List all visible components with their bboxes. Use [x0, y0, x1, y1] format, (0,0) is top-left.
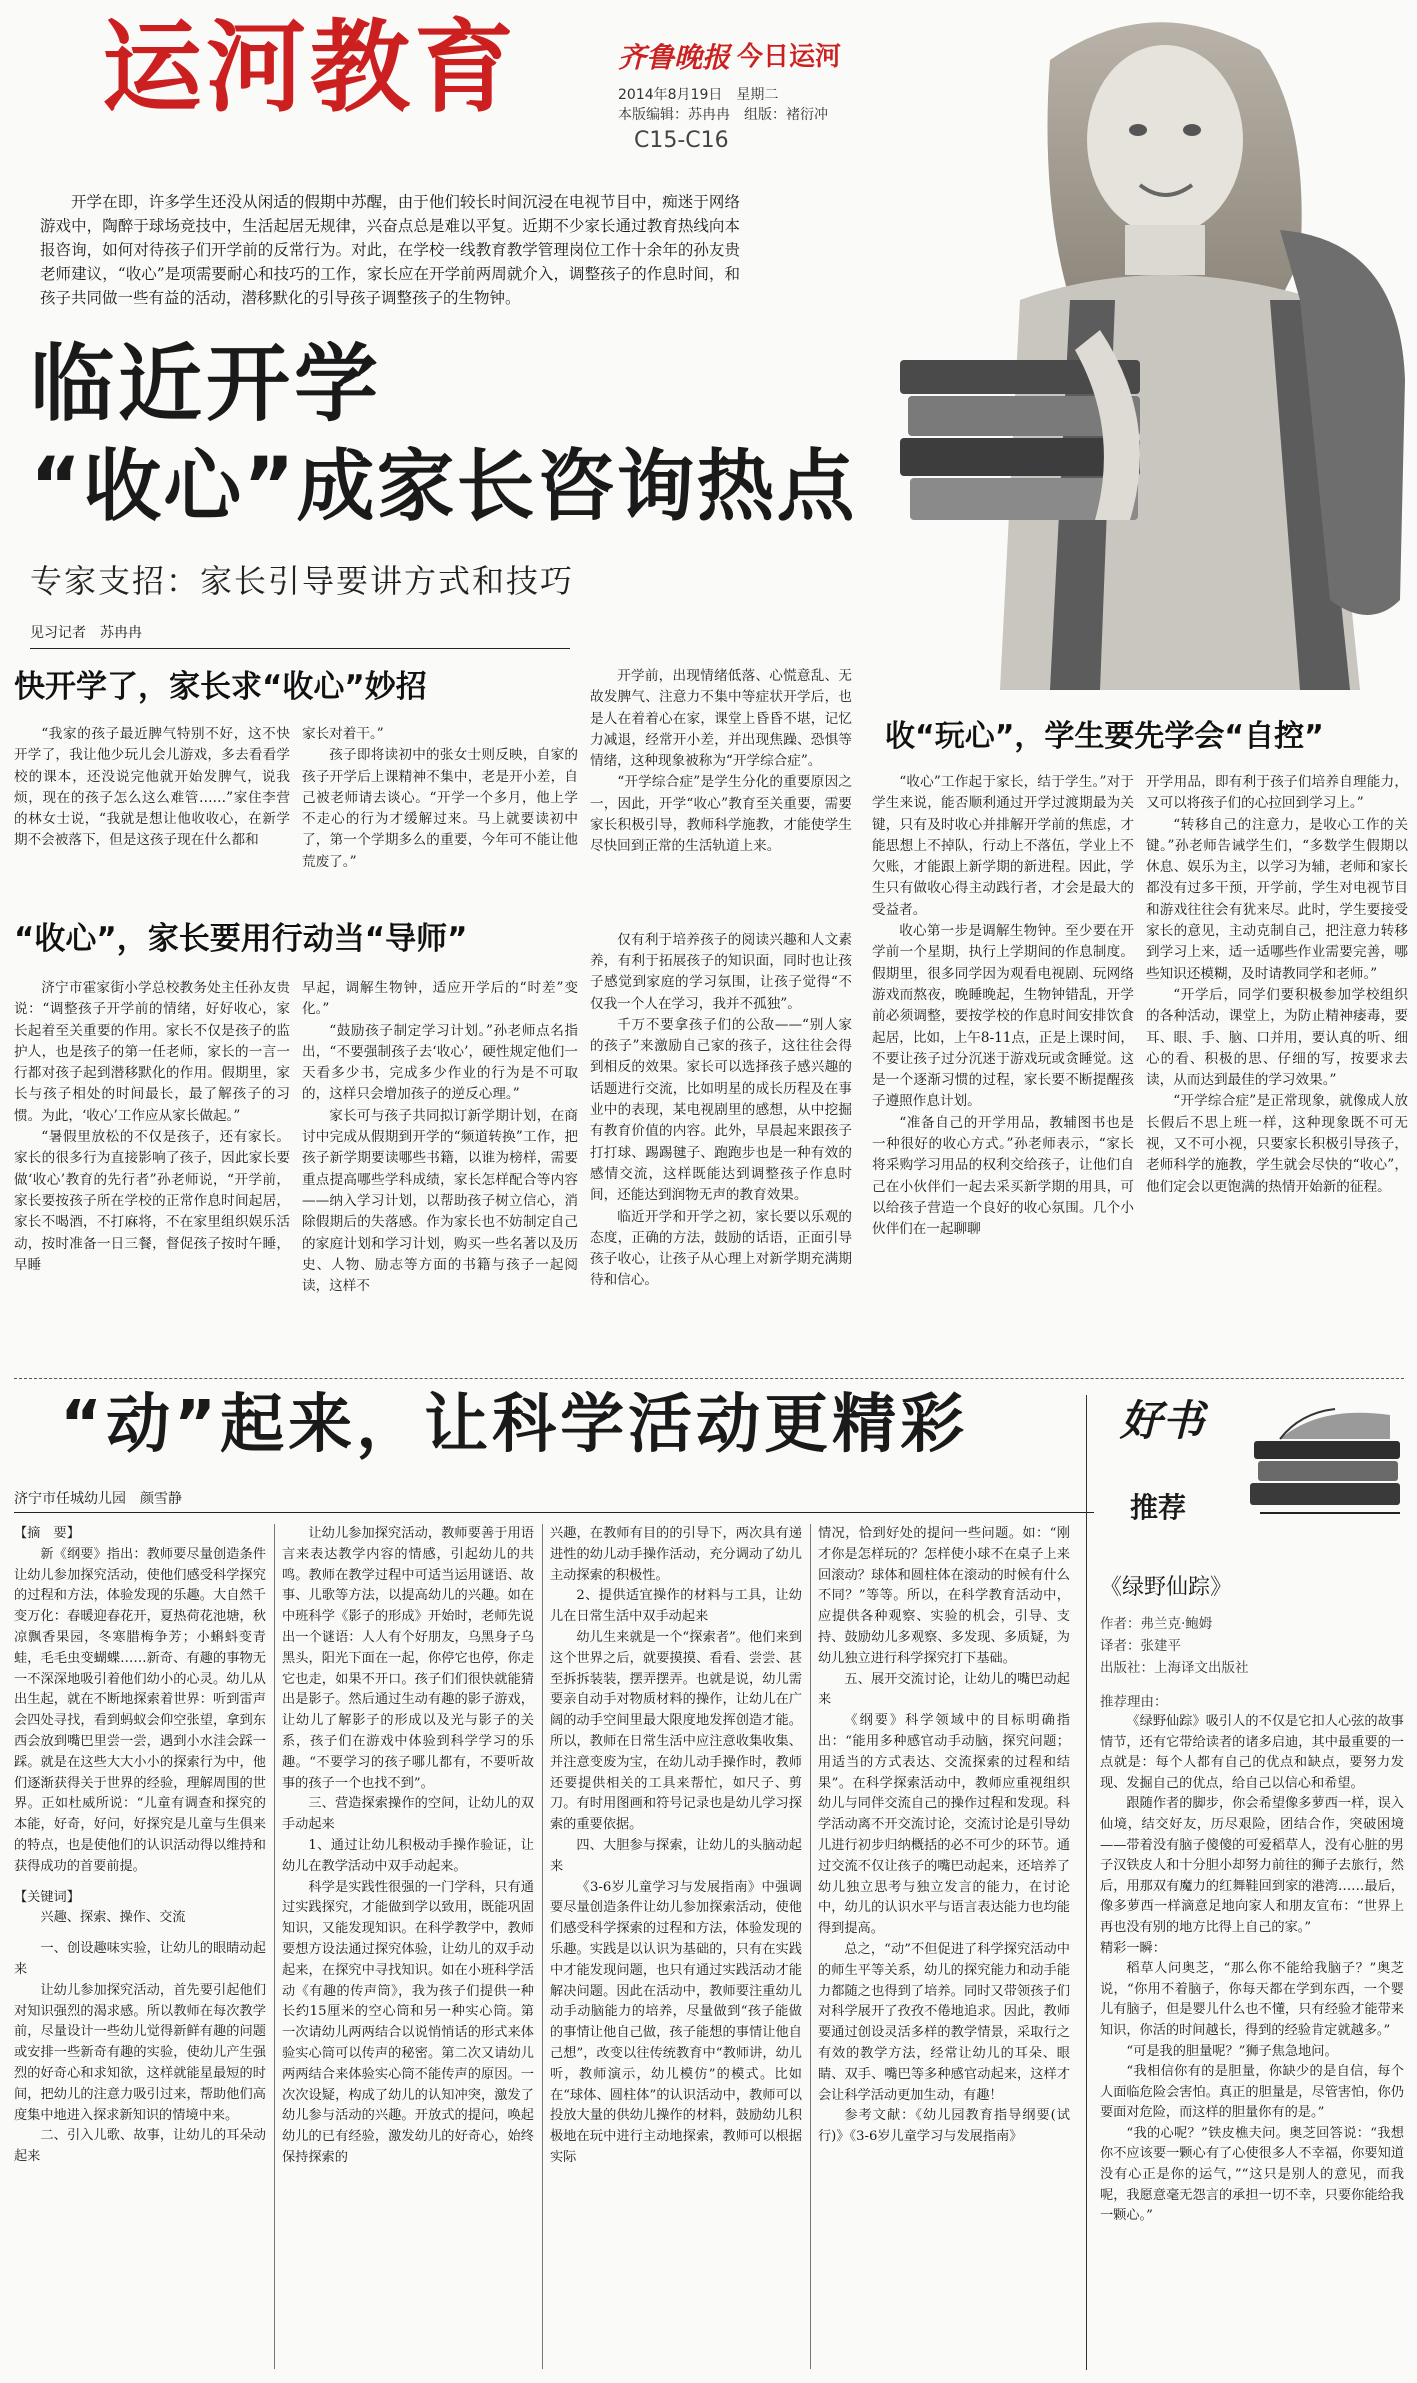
- article2-col4: [818, 1524, 1070, 2369]
- section1-title: 快开学了，家长求“收心”妙招: [14, 669, 427, 705]
- paper-name: 齐鲁晚报: [618, 41, 731, 74]
- paragraph: 精彩一瞬：: [1100, 1940, 1166, 1956]
- paragraph: 新《纲要》指出：教师要尽量创造条件让幼儿参加探究活动，使他们感受科学探究的过程和方法，体验发现的乐趣。大自然千变万化：春暖迎春花开，夏热荷花池塘，秋凉飘香果园，冬寒腊梅争芳；小蝌蚪变青蛙，毛毛虫变蝴蝶……新奇、有趣的事物无一不深深地吸引着他们幼小的心灵。幼儿从出生起，就在不断地探索着世界：听到雷声会四处寻找，看到蚂蚁会仰空张望，拿到东西会放到嘴巴里尝一尝，遇到小水洼会踩一踩。就是在这些大大小小的探索行为中，他们逐渐获得关于世界的经验，理解周围的世界。正如杜威所说：“儿童有调查和探究的本能，好奇，好问，好探究是儿童与生俱来的特点，也是使他们的认识活动得以维持和获得成功的首要前提。: [14, 1546, 266, 1874]
- byline: 见习记者 苏冉冉: [30, 625, 142, 641]
- paragraph: 幼儿生来就是一个“探索者”。他们来到这个世界之后，就要摸摸、看看、尝尝、甚至拆拆装装，摆弄摆弄。也就是说，幼儿需要亲自动手对物质材料的操作，让幼儿在广阔的动手空间里最大限度地发挥创造才能。所以，教师在日常生活中应注意收集收集、并注意变废为宝，在幼儿动手操作时，教师还要提供相关的工具来帮忙，如尺子、剪刀。有时用图画和符号记录也是幼儿学习探索的重要依据。: [550, 1629, 802, 1833]
- paragraph: “可是我的胆量呢？”狮子焦急地问。: [1126, 2043, 1338, 2059]
- paragraph: 【关键词】: [14, 1889, 80, 1905]
- paragraph: 兴趣、探索、操作、交流: [40, 1910, 186, 1926]
- paragraph: 千万不要拿孩子们的公敌——“别人家的孩子”来激励自己家的孩子，这往往会得到相反的效果。家长可以选择孩子感兴趣的话题进行交流，比如明星的成长历程及在事业中的表现，某电视剧里的感想，从中挖掘有教育价值的内容。此外，早晨起来跟孩子打打球、踢踢毽子、跑跑步也是一种有效的感情交流，这样既能达到调整孩子作息时间，还能达到润物无声的教育效果。: [590, 1016, 852, 1204]
- paragraph: 2、提供适宜操作的材料与工具，让幼儿在日常生活中双手动起来: [550, 1588, 802, 1625]
- paragraph: 仅有利于培养孩子的阅读兴趣和人文素养，有利于拓展孩子的知识面，同时也让孩子感觉到家庭的学习氛围，让孩子觉得“不仅我一个人在学习，我并不孤独”。: [590, 931, 852, 1012]
- divider: [14, 1512, 1094, 1513]
- paragraph: 参考文献：《幼儿园教育指导纲要(试行)》《3-6岁儿童学习与发展指南》: [818, 2108, 1070, 2145]
- lead-paragraph: 开学在即，许多学生还没从闲适的假期中苏醒，由于他们较长时间沉浸在电视节目中，痴迷于网络游戏中，陶醉于球场竞技中，生活起居无规律，兴奋点总是难以平复。近期不少家长通过教育热线向本报咨询，如何对待孩子们开学前的反常行为。对此，在学校一线教育教学管理岗位工作十余年的孙友贵老师建议，“收心”是项需要耐心和技巧的工作，家长应在开学前两周就介入，调整孩子的作息时间，和孩子共同做一些有益的活动，潜移默化的引导孩子调整孩子的生物钟。: [40, 193, 740, 307]
- headline-line1: 临近开学: [30, 335, 383, 433]
- reason-heading: 推荐理由：: [1100, 1694, 1168, 1710]
- paragraph: “开学综合症”是正常现象，就像成人放长假后不思上班一样，这种现象既不可无视，又不可小视，只要家长积极引导孩子，老师科学的施教，学生就会尽快的“收心”，他们定会以更饱满的热情开始新的征程。: [1146, 1093, 1408, 1195]
- paragraph: “鼓励孩子制定学习计划。”孙老师点名指出，“不要强制孩子去‘收心’，硬性规定他们一天看多少书，完成多少作业的行为是不可取的，这样只会增加孩子的逆反心理。”: [302, 1022, 578, 1103]
- paragraph: 孩子即将读初中的张女士则反映，自家的孩子开学后上课精神不集中，老是开小差，自己被老师请去谈心。“开学一个多月，他上学不走心的行为才缓解过来。马上就要读初中了，第一个学期多么的重要，今年可不能让他荒废了。”: [302, 747, 578, 870]
- paragraph: 1、通过让幼儿积极动手操作验证，让幼儿在教学活动中双手动起来。: [282, 1837, 534, 1874]
- article2-byline: 济宁市任城幼儿园 颜雪静: [14, 1491, 182, 1507]
- story-divider: [14, 1378, 1404, 1379]
- paragraph: “转移自己的注意力，是收心工作的关键。”孙老师告诫学生们，“多数学生假期以休息、娱乐为主，以学习为辅，老师和家长都没有过多干预，开学前，学生对电视节目和游戏往往会有犹来尽。此时，学生要接受家长的意见，主动克制自己，把注意力转移到学习上来，适一适哪些作业需要完善，哪些知识还模糊，及时请教同学和老师。”: [1146, 816, 1408, 982]
- column-rule: [810, 1524, 811, 2369]
- subheadline: 专家支招：家长引导要讲方式和技巧: [30, 562, 575, 600]
- paragraph: “我相信你有的是胆量，你缺少的是自信，每个人面临危险会害怕。真正的胆量是，尽管害怕，你仍要面对危险，而这样的胆量你有的是。”: [1100, 2064, 1404, 2121]
- section3-title: 收“玩心”，学生要先学会“自控”: [885, 719, 1324, 754]
- student-photo: [900, 0, 1417, 690]
- article2-col1: [14, 1524, 266, 2369]
- book-publisher: 出版社：上海译文出版社: [1100, 1660, 1249, 1676]
- paragraph: 《绿野仙踪》吸引人的不仅是它扣人心弦的故事情节，还有它带给读者的诸多启迪，其中最重要的一点就是：每个人都有自己的优点和缺点，要努力发现、发掘自己的优点，给自己以信心和希望。: [1100, 1714, 1404, 1791]
- section2-col1: [14, 978, 290, 1390]
- paragraph: 四、大胆参与探索，让幼儿的头脑动起来: [550, 1837, 802, 1874]
- issue-date: 2014年8月19日 星期二: [618, 87, 779, 103]
- paragraph: “我的心呢？”铁皮樵夫问。奥芝回答说：“我想你不应该要一颗心有了心使很多人不幸福，你要知道没有心正是你的运气，”“这只是别人的意见，而我呢，我愿意毫无怨言的承担一切不幸，只要你能给我一颗心。”: [1100, 2125, 1404, 2224]
- book-review: [1100, 1712, 1404, 2372]
- paragraph: 早起，调解生物钟，适应开学后的“时差”变化。”: [302, 980, 578, 1018]
- paragraph: 济宁市霍家街小学总校教务处主任孙友贵说：“调整孩子开学前的情绪，好好收心，家长起着至关重要的作用。家长不仅是孩子的监护人，也是孩子的第一任老师，家长的一言一行都对孩子起到潜移默化的作用。假期里，家长与孩子相处的时间最长，最了解孩子的习惯。为此，‘收心’工作应从家长做起。”: [14, 980, 290, 1124]
- paragraph: “我家的孩子最近脾气特别不好，这不快开学了，我让他少玩儿会儿游戏，多去看看学校的课本，还没说完他就开始发脾气，说我烦，现在的孩子怎么这么难管……”家住李营的林女士说，“我就是想让他收收心，在新学期不会被落下，但是这孩子现在什么都和: [14, 726, 290, 849]
- page-range: C15-C16: [634, 128, 729, 153]
- paragraph: 临近开学和开学之初，家长要以乐观的态度，正确的方法，鼓励的话语，正面引导孩子收心，让孩子从心理上对新学期充满期待和信心。: [590, 1208, 852, 1289]
- paragraph: 收心第一步是调解生物钟。至少要在开学前一个星期，执行上学期间的作息制度。假期里，很多同学因为观看电视剧、玩网络游戏而熬夜，晚睡晚起，生物钟错乱，开学前必须调整，要按学校的作息时间安排饮食起居，比如，上午8-11点，正是上课时间，不要让孩子过分沉迷于游戏玩或贪睡觉。这是一个逐渐习惯的过程，家长要不断提醒孩子遵照作息计划。: [872, 923, 1134, 1110]
- paragraph: 总之，“动”不但促进了科学探究活动中的师生平等关系，幼儿的探究能力和动手能力都随之也得到了培养。同时又带领孩子们对科学展开了孜孜不倦地追求。因此，教师要通过创设灵活多样的教学情景，采取行之有效的教学方法，经常让幼儿的耳朵、眼睛、双手、嘴巴等多种感官动起来，这样才会让科学活动更加生动，有趣！: [818, 1941, 1070, 2103]
- section2-col2: [302, 978, 578, 1390]
- article2-headline: “动”起来，让科学活动更精彩: [60, 1388, 969, 1462]
- book-title: 《绿野仙踪》: [1100, 1575, 1233, 1600]
- paragraph: 家长可与孩子共同拟订新学期计划，在商讨中完成从假期到开学的“频道转换”工作，把孩子新学期要读哪些书籍，以谁为榜样，需要重点提高哪些学科成绩，家长怎样配合等内容——纳入学习计划，以帮助孩子树立信心，消除假期后的失落感。作为家长也不妨制定自己的家庭计划和学习计划，购买一些名著以及历史、人物、励志等方面的书籍与孩子一起阅读，这样不: [302, 1107, 578, 1295]
- section3-col1: [872, 772, 1134, 1390]
- article2-col3: [550, 1524, 802, 2369]
- book-translator: 译者：张建平: [1100, 1638, 1181, 1654]
- recommend-label: 推荐: [1130, 1491, 1187, 1524]
- paragraph: 《3-6岁儿童学习与发展指南》中强调要尽量创造条件让幼儿参加探索活动，使他们感受科学探索的过程和方法，体验发现的乐趣。实践是以认识为基础的，只有在实践中才能发现问题，也只有通过实践活动才能解决问题。因此在活动中，教师要注重幼儿动手动脑能力的培养，尽量做到“孩子能做的事情让他自己做，孩子能想的事情让他自己想”，改变以往传统教育中“教师讲，幼儿听，教师演示，幼儿模仿”的模式。比如在“球体、圆柱体”的认识活动中，教师可以投放大量的供幼儿操作的材料，鼓励幼儿积极地在玩中进行主动地探索，教师可以根据实际: [550, 1879, 802, 2165]
- paragraph: “准备自己的开学用品，教辅图书也是一种很好的收心方式。”孙老师表示，“家长将采购学习用品的权利交给孩子，让他们自己在小伙伴们一起去采买新学期的用具，可以给孩子营造一个良好的收心氛围。几个小伙伴们在一起聊聊: [872, 1114, 1134, 1238]
- section3-col2: [1146, 772, 1408, 1390]
- paragraph: 情况，恰到好处的提问一些问题。如：“刚才你是怎样玩的？怎样使小球不在桌子上来回滚动？球体和圆柱体在滚动的时候有什么不同？”等等。所以，在科学教育活动中，应提供各种观察、实验的机会，引导、支持、鼓励幼儿多观察、多发现、多质疑，为幼儿独立进行科学探究打下基础。: [818, 1526, 1070, 1666]
- paragraph: 《纲要》科学领域中的目标明确指出：“能用多种感官动手动脑，探究问题；用适当的方式表达、交流探索的过程和结果”。在科学探索活动中，教师应重视组织幼儿与同伴交流自己的操作过程和发现。科学活动离不开交流讨论，交流讨论是引导幼儿进行初步归纳概括的必不可少的环节。通过交流不仅让孩子的嘴巴动起来，还培养了幼儿独立思考与独立发言的能力，在讨论中，幼儿的认识水平与语言表达能力也均能得到提高。: [818, 1713, 1070, 1937]
- column-rule: [274, 1524, 275, 2369]
- section2-title: “收心”，家长要用行动当“导师”: [14, 921, 468, 957]
- divider: [30, 648, 570, 649]
- paragraph: 家长对着干。”: [302, 726, 384, 742]
- paragraph: 五、展开交流讨论，让幼儿的嘴巴动起来: [818, 1671, 1070, 1708]
- headline-line2: “收心”成家长咨询热点: [30, 442, 857, 532]
- column-rule: [542, 1524, 543, 2369]
- books-icon: [1240, 1395, 1410, 1525]
- editor-line: 本版编辑：苏冉冉 组版：褚衍冲: [618, 107, 828, 123]
- paragraph: 让幼儿参加探究活动，教师要善于用语言来表达教学内容的情感，引起幼儿的共鸣。教师在教学过程中可适当运用谜语、故事、儿歌等方法，以提高幼儿的兴趣。如在中班科学《影子的形成》开始时，老师先说出一个谜语：人人有个好朋友，乌黑身子乌黑头，阳光下面在一起，你停它也停，你走它也走，如果不开口。孩子们们很快就能猜出是影子。然后通过生动有趣的影子游戏，让幼儿了解影子的形成以及光与影子的关系，孩子们在游戏中体验到科学学习的乐趣。“不要学习的孩子哪儿都有，不要听故事的孩子一个也找不到”。: [282, 1526, 534, 1791]
- paragraph: 跟随作者的脚步，你会希望像多萝西一样，误入仙境，结交好友，历尽艰险，团结合作，突破困境——带着没有脑子傻傻的可爱稻草人，没有心脏的男子汉铁皮人和十分胆小却努力前往的狮子去旅行，然后，用那双有魔力的红舞鞋回到家的港湾……最后，像多萝西一样滴意足地向家人和朋友宣布：“世界上再也没有别的地方比得上自己的家。”: [1100, 1796, 1404, 1935]
- paragraph: 开学前，出现情绪低落、心慌意乱、无故发脾气、注意力不集中等症状开学后，也是人在着着心在家，课堂上昏昏不堪，记忆力减退，经常开小差，并出现焦躁、恐惧等情绪，这种现象被称为“开学综合症”。: [590, 668, 852, 770]
- paragraph: 三、营造探索操作的空间，让幼儿的双手动起来: [282, 1796, 534, 1833]
- paragraph: 一、创设趣味实验，让幼儿的眼睛动起来: [14, 1941, 266, 1977]
- paragraph: “开学综合症”是学生分化的重要原因之一，因此，开学“收心”教育至关重要，需要家长积极引导，教师科学施教，才能使学生尽快回到正常的生活轨道上来。: [590, 774, 852, 855]
- section1-col1: [14, 724, 290, 914]
- paragraph: “收心”工作起于家长，结于学生。”对于学生来说，能否顺利通过开学过渡期最为关键，只有及时收心并排解开学前的焦虑，才能思想上不掉队，行动上不落伍，学业上不欠账，才能跟上新学期的新进程。因此，学生只有做收心得主动践行者，才会是最大的受益者。: [872, 774, 1134, 918]
- paragraph: 【摘 要】: [14, 1526, 80, 1541]
- paragraph: “暑假里放松的不仅是孩子，还有家长。家长的很多行为直接影响了孩子，因此家长要做‘收心’教育的先行者”孙老师说，“开学前，家长要按孩子所在学校的正常作息时间起居，家长不喝酒，不打麻将，不在家里组织娱乐活动，按时准备一日三餐，督促孩子按时午睡，早睡: [14, 1129, 290, 1273]
- middle-column: [590, 666, 852, 1390]
- section-name: 今日运河: [737, 42, 842, 72]
- paragraph: 科学是实践性很强的一门学科，只有通过实践探究，才能做到学以致用，既能巩固知识，又能发现知识。在科学教学中，教师要想方设法通过探究体验，让幼儿的双手动起来，在探究中寻找知识。如在小班科学活动《有趣的传声筒》，我为孩子们提供一种长约15厘米的空心筒和另一种实心筒。第一次请幼儿两两结合以说悄悄话的形式来体验实心筒可以传声的秘密。第二次又请幼儿两两结合来体验实心筒不能传声的原因。一次次设疑，构成了幼儿的认知冲突，激发了幼儿参与活动的兴趣。开放式的提问，唤起幼儿的已有经验，激发幼儿的好奇心，始终保持探索的: [282, 1879, 534, 2165]
- paragraph: 二、引入儿歌、故事，让幼儿的耳朵动起来: [14, 2128, 266, 2165]
- paragraph: 兴趣，在教师有目的的引导下，两次具有递进性的幼儿动手操作活动，充分调动了幼儿主动探索的积极性。: [550, 1526, 802, 1583]
- article2-col2: [282, 1524, 534, 2369]
- section1-col2: [302, 724, 578, 914]
- column-rule: [1086, 1395, 1087, 2370]
- masthead-title: 运河教育: [102, 9, 518, 126]
- paragraph: 稻草人问奥芝，“那么你不能给我脑子？”奥芝说，“你用不着脑子，你每天都在学到东西，一个婴儿有脑子，但是婴儿什么也不懂，只有经验才能带来知识，你活的时间越长，得到的经验肯定就越多。”: [1100, 1961, 1404, 2038]
- paragraph: “开学后，同学们要积极参加学校组织的各种活动，课堂上，为防止精神痿毒，要耳、眼、手、脑、口并用，要认真的听、细心的看、积极的思、仔细的写，按要求去读，从而达到最佳的学习效果。”: [1146, 986, 1408, 1089]
- good-book-label: 好书: [1120, 1396, 1205, 1445]
- paragraph: 开学用品，即有利于孩子们培养自理能力，又可以将孩子们的心拉回到学习上。”: [1146, 774, 1408, 812]
- paragraph: 让幼儿参加探究活动，首先要引起他们对知识强烈的渴求感。所以教师在每次教学前，尽量设计一些幼儿觉得新鲜有趣的问题或安排一些新奇有趣的实验，使幼儿产生强烈的好奇心和求知欲，这样就能星最短的时间，把幼儿的注意力吸引过来，帮助他们高度集中地进入探求新知识的情境中来。: [14, 1982, 266, 2123]
- book-author: 作者：弗兰克·鲍姆: [1100, 1616, 1213, 1632]
